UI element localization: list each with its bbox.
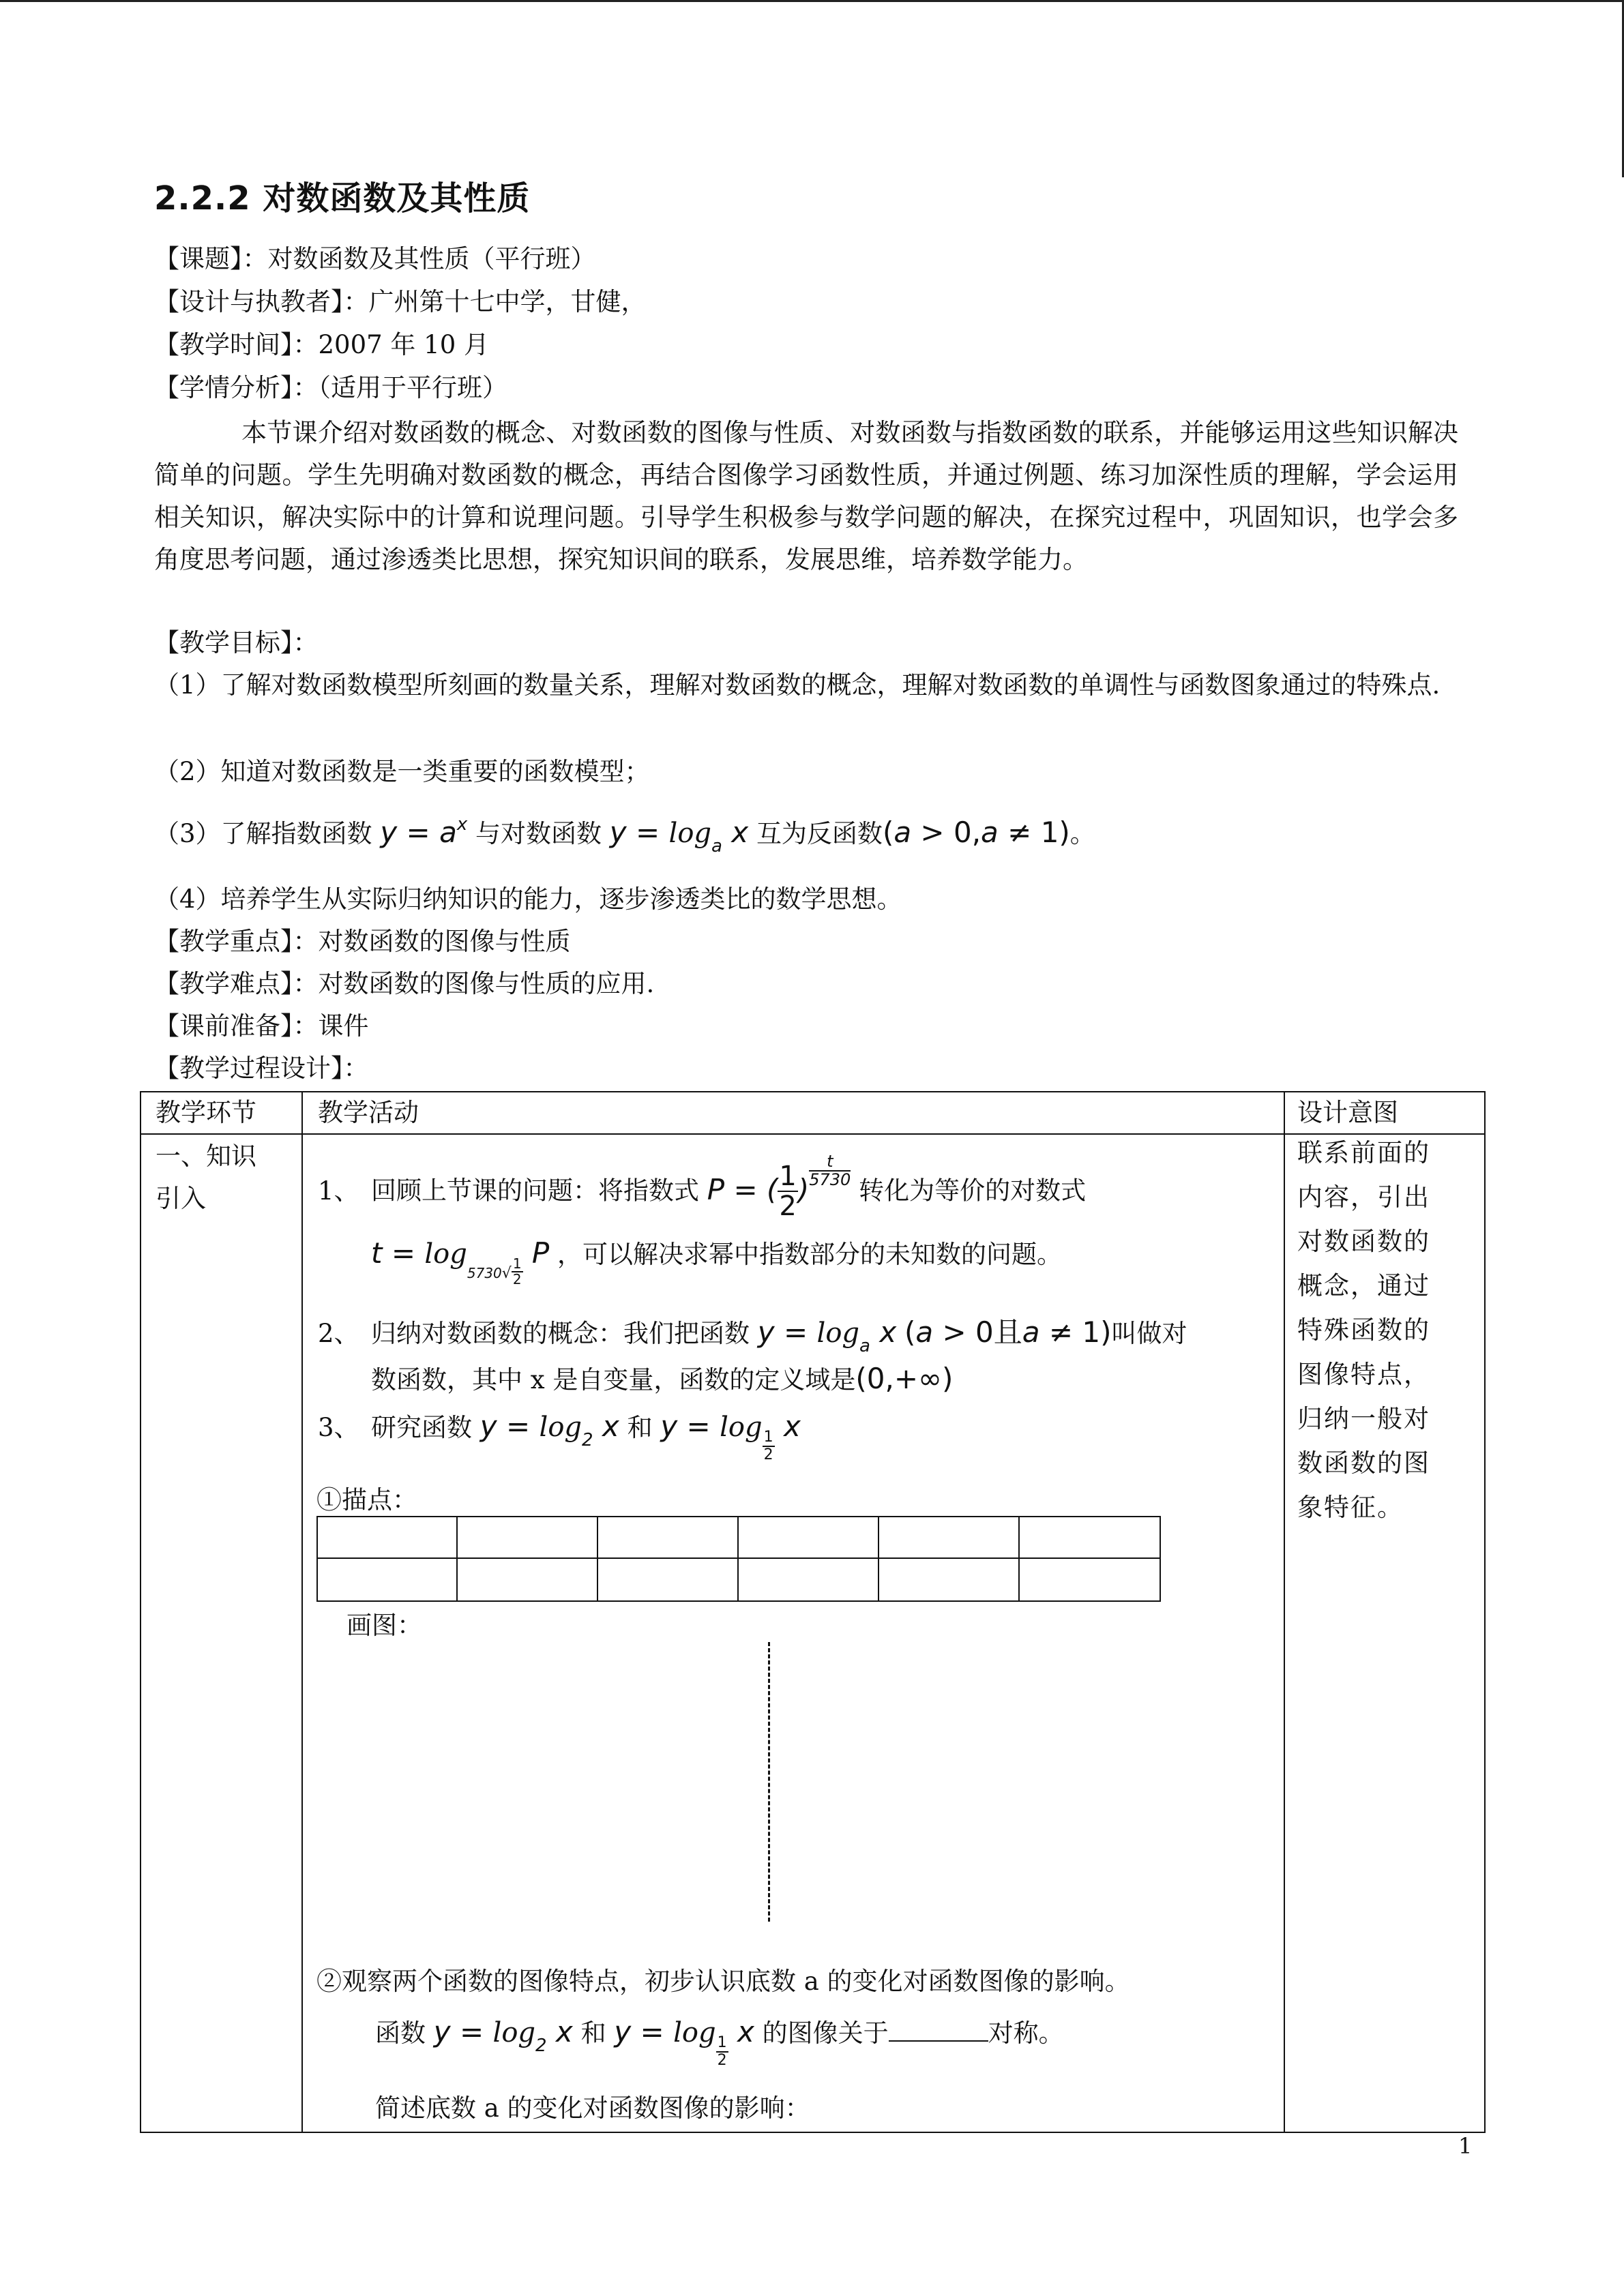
item-2-number: 2、 <box>318 1319 359 1348</box>
item-1-tail: 转化为等价的对数式 <box>859 1176 1087 1206</box>
plot-data-grid <box>316 1516 1161 1602</box>
formula-p: P = ( $\frac{1}{2}$ ) $\frac{t}{5730}$ <box>707 1151 851 1222</box>
symmetry-line <box>375 2010 1064 2069</box>
table-col-divider-2 <box>1284 1091 1285 2132</box>
formula-log-half: y = log $\frac{1}{2}$ x <box>660 1410 801 1463</box>
item-3-text: 研究函数 <box>371 1413 472 1442</box>
page-number: 1 <box>1458 2133 1473 2159</box>
goal-4: （4）培养学生从实际归纳知识的能力，逐步渗透类比的数学思想。 <box>154 884 902 914</box>
designer-label: 【设计与执教者】： <box>154 287 369 316</box>
formula-log-condition: (a > 0且a ≠ 1) <box>904 1315 1112 1349</box>
item-2-line-2: 数函数，其中 x 是自变量，函数的定义域是 <box>371 1365 856 1395</box>
formula-domain: (0,+∞) <box>855 1362 954 1395</box>
designer-line <box>154 285 647 319</box>
difficulty-value: 对数函数的图像与性质的应用. <box>318 969 655 998</box>
process-label: 【教学过程设计】： <box>154 1054 369 1083</box>
activity-item-1-line-2 <box>371 1232 1062 1287</box>
difficulty-label: 【教学难点】： <box>154 969 319 998</box>
topic-value: 对数函数及其性质（平行班） <box>267 244 596 273</box>
item-1-line-2-tail: ，可以解决求幂中指数部分的未知数的问题。 <box>557 1240 1062 1269</box>
goal-2: （2）知道对数函数是一类重要的函数模型； <box>154 757 650 786</box>
draw-label: 画图： <box>346 1611 422 1640</box>
goal-3: （3）了解指数函数 $y = a^x$ 与对数函数 $y = \log_a x$ 互为反函数(a > 0,a ≠ 1)。 <box>154 814 1095 856</box>
prep-value: 课件 <box>318 1011 369 1041</box>
analysis-paragraph-text: 本节课介绍对数函数的概念、对数函数的图像与性质、对数函数与指数函数的联系，并能够运用这些知识解决简单的问题。学生先明确对数函数的概念，再结合图像学习函数性质，并通过例题、练习加深性质的理解，学会运用相关知识，解决实际中的计算和说理问题。引导学生积极参与数学问题的解决，在探究过程中，巩固知识，也学会多角度思考问题，通过渗透类比思想，探究知识间的联系，发展思维，培养数学能力。 <box>154 418 1458 574</box>
key-value: 对数函数的图像与性质 <box>318 927 571 956</box>
analysis-paragraph <box>154 412 1458 581</box>
item-3-and: 和 <box>627 1413 653 1442</box>
formula-log: $y = \log_a x$ <box>609 816 749 856</box>
difficulty-line <box>154 967 654 1001</box>
formula-condition: (a > 0,a ≠ 1) <box>882 816 1070 849</box>
stage-line-2: 引入 <box>156 1184 206 1213</box>
formula-exp: $y = a^x$ <box>380 814 468 849</box>
symmetry-blank[interactable] <box>889 2018 988 2042</box>
prep-label: 【课前准备】： <box>154 1011 319 1041</box>
table-col-divider-1 <box>301 1091 303 2132</box>
page-top-border <box>0 0 1624 2</box>
goal-1: （1）了解对数函数模型所刻画的数量关系，理解对数函数的概念，理解对数函数的单调性与函数图象通过的特殊点. <box>154 670 1441 700</box>
activity-item-2-line-2 <box>371 1357 953 1402</box>
formula-log-def: $y = \log_a x$ <box>757 1315 897 1356</box>
time-line <box>154 328 489 362</box>
formula-sym-log-half: y = log $\frac{1}{2}$ x <box>614 2015 754 2069</box>
symmetry-end: 对称。 <box>988 2018 1064 2048</box>
analysis-value: （适用于平行班） <box>318 373 507 402</box>
time-label: 【教学时间】： <box>154 330 319 359</box>
topic-label: 【课题】： <box>154 244 268 273</box>
goal-3-post: 互为反函数 <box>756 819 883 848</box>
item-2-tail: 叫做对 <box>1111 1319 1187 1348</box>
header-intent: 设计意图 <box>1297 1098 1398 1127</box>
plot-label: ①描点： <box>316 1485 417 1515</box>
designer-value: 广州第十七中学，甘健， <box>368 287 647 316</box>
time-value: 2007 年 10 月 <box>318 330 490 359</box>
symmetry-pre: 函数 <box>375 2018 426 2048</box>
goals-label: 【教学目标】： <box>154 628 319 657</box>
activity-item-3 <box>318 1405 801 1463</box>
item-1-number: 1、 <box>318 1176 359 1206</box>
symmetry-and: 和 <box>580 2018 606 2048</box>
goal-3-pre: （3）了解指数函数 <box>154 819 372 848</box>
key-line <box>154 925 571 959</box>
goal-3-mid: 与对数函数 <box>475 819 602 848</box>
formula-t: $t = \log_{5730√}$ $\frac{1}{2}$ P <box>371 1236 550 1287</box>
summary-text: 简述底数 a 的变化对函数图像的影响： <box>375 2093 810 2123</box>
observe-text: ②观察两个函数的图像特点，初步认识底数 a 的变化对函数图像的影响。 <box>316 1967 1130 1996</box>
analysis-label: 【学情分析】： <box>154 373 319 402</box>
activity-item-2 <box>318 1311 1187 1358</box>
item-2-text: 归纳对数函数的概念：我们把函数 <box>371 1319 750 1348</box>
header-activity: 教学活动 <box>318 1098 419 1127</box>
stage-line-1: 一、知识 <box>156 1142 256 1171</box>
key-label: 【教学重点】： <box>154 927 319 956</box>
header-stage: 教学环节 <box>156 1098 256 1127</box>
item-3-number: 3、 <box>318 1413 359 1442</box>
page-title: 2.2.2 对数函数及其性质 <box>154 179 531 218</box>
formula-log2: $y = \log_2 x$ <box>479 1410 619 1450</box>
analysis-line <box>154 371 507 405</box>
item-1-text: 回顾上节课的问题：将指数式 <box>371 1176 699 1206</box>
intent-text: 联系前面的内容，引出对数函数的概念，通过特殊函数的图像特点，归纳一般对数函数的图象特征。 <box>1297 1138 1430 1522</box>
prep-line <box>154 1009 369 1043</box>
activity-item-1 <box>318 1151 1087 1222</box>
formula-sym-log2: $y = \log_2 x$ <box>433 2015 573 2056</box>
topic-line <box>154 242 596 276</box>
symmetry-post: 的图像关于 <box>762 2018 889 2048</box>
drawing-area-divider <box>768 1642 770 1922</box>
